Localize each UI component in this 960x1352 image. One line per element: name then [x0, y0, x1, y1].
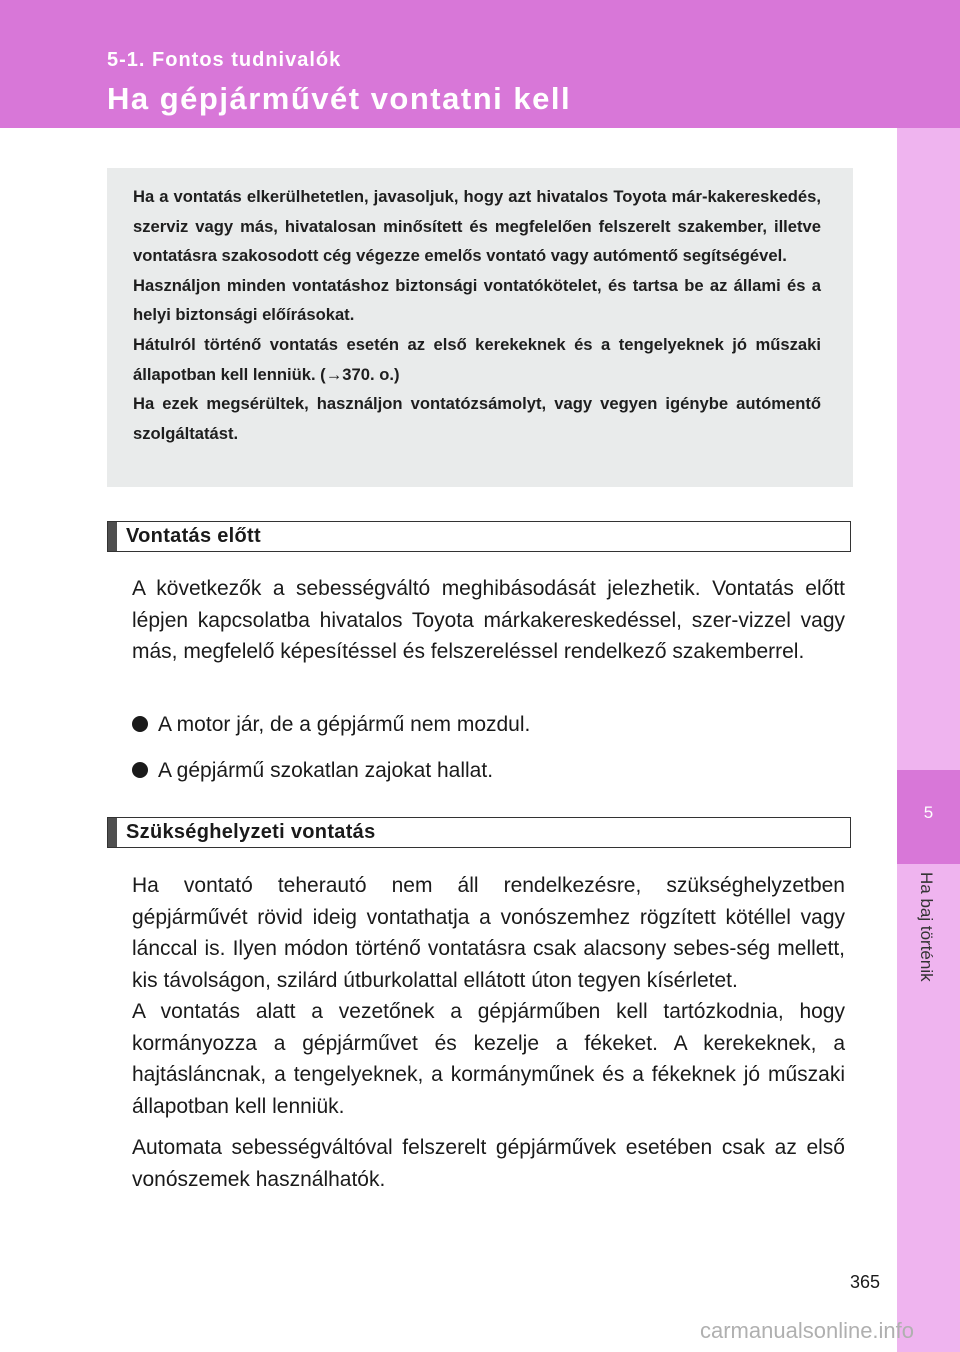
note-paragraph: Használjon minden vontatáshoz biztonsági vontatókötelet, és tartsa be az állami és a helyi biztonsági előírásokat. [133, 275, 821, 325]
note-box [107, 168, 853, 487]
bullet-icon [132, 716, 148, 732]
body-paragraph: A következők a sebességváltó meghibásodását jelezhetik. Vontatás előtt lépjen kapcsolatba hivatalos Toyota márkakereskedéssel, szer-vizzel vagy más, megfelelő képesítéssel és felszereléssel rendelkező szakemberrel. [132, 577, 845, 663]
list-item [132, 759, 493, 783]
note-paragraph: Ha a vontatás elkerülhetetlen, javasoljuk, hogy azt hivatalos Toyota már-kakereskedés, szerviz vagy más, hivatalosan minősített és megfelelően felszerelt szakember, illetve vontatásra szakosodott cég végezze emelős vontató vagy autómentő segítségével. [133, 187, 821, 266]
list-item [132, 713, 530, 737]
bullet-icon [132, 762, 148, 778]
heading-bar [108, 818, 117, 847]
note-paragraph: Hátulról történő vontatás esetén az első kerekeknek és a tengelyeknek jó műszaki állapotban kell lenniük. (→370. o.) [133, 334, 821, 384]
section-heading-before-towing [107, 521, 851, 552]
chapter-label: Ha baj történik [917, 872, 936, 982]
chapter-number: 5 [923, 803, 934, 822]
bullet-text: A gépjármű szokatlan zajokat hallat. [158, 759, 494, 782]
body-paragraph: Ha vontató teherautó nem áll rendelkezésre, szükséghelyzetben gépjárművét rövid ideig vontathatja a vonószemhez rögzített kötéllel vagy lánccal is. Ilyen módon történő vontatásra csak alacsony sebes-ség mellett, kis távolságon, szilárd útburkolattal ellátott úton tegyen kísérletet. [132, 874, 845, 992]
section-heading-label: Szükséghelyzeti vontatás [126, 821, 376, 843]
body-paragraph: Automata sebességváltóval felszerelt gépjárművek esetében csak az első vonószemek használhatók. [132, 1136, 845, 1191]
chapter-side-strip [897, 128, 960, 1352]
note-paragraph: Ha ezek megsérültek, használjon vontatózsámolyt, vagy vegyen igénybe autómentő szolgáltatást. [133, 394, 821, 443]
watermark: carmanualsonline.info [700, 1318, 915, 1343]
section2-text [132, 870, 845, 1195]
page-number: 365 [850, 1272, 881, 1292]
section-heading-emergency-towing [107, 817, 851, 848]
heading-bar [108, 522, 117, 551]
bullet-text: A motor jár, de a gépjármű nem mozdul. [158, 713, 531, 736]
body-paragraph: A vontatás alatt a vezetőnek a gépjárműben kell tartózkodnia, hogy kormányozza a gépjárművet és kezelje a fékeket. A kerekeknek, a hajtásláncnak, a tengelyeknek, a kormányműnek és a fékeknek jó műszaki állapotban kell lenniük. [132, 1000, 845, 1118]
section1-paragraph [132, 573, 845, 668]
page-title: Ha gépjárművét vontatni kell [107, 81, 572, 116]
section-heading-label: Vontatás előtt [126, 525, 261, 547]
section-subtitle: 5-1. Fontos tudnivalók [107, 49, 342, 71]
